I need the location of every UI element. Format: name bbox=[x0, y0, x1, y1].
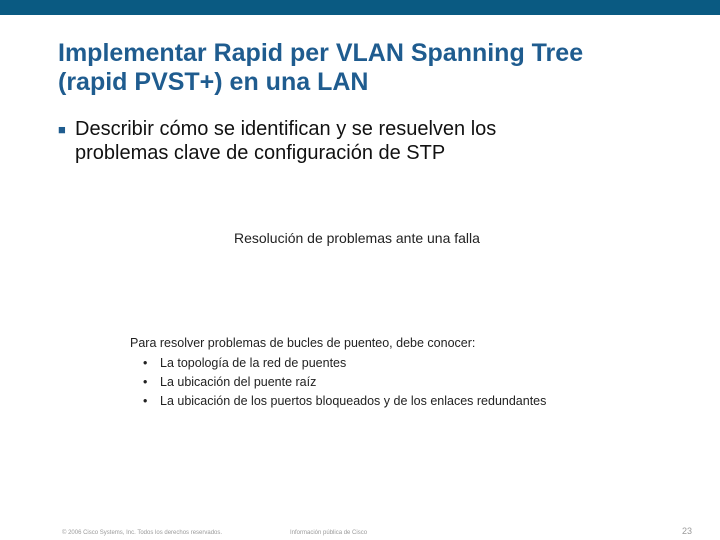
list-item-text: La topología de la red de puentes bbox=[160, 356, 347, 370]
square-bullet-icon: ■ bbox=[58, 122, 66, 137]
main-bullet-line-1: Describir cómo se identifican y se resuelven los bbox=[75, 118, 497, 140]
figure-list bbox=[130, 354, 546, 411]
list-item bbox=[130, 373, 546, 392]
main-bullet-text bbox=[75, 117, 678, 165]
main-bullet bbox=[58, 117, 678, 165]
top-banner-bar bbox=[0, 0, 720, 15]
list-item bbox=[130, 392, 546, 411]
slide-title-line-2: (rapid PVST+) en una LAN bbox=[58, 68, 369, 96]
figure-title: Resolución de problemas ante una falla bbox=[234, 230, 480, 246]
slide-title-line-1: Implementar Rapid per VLAN Spanning Tree bbox=[58, 39, 584, 67]
footer-copyright: © 2006 Cisco Systems, Inc. Todos los derechos reservados. bbox=[62, 530, 223, 536]
list-item-text: La ubicación del puente raíz bbox=[160, 375, 317, 389]
slide-title bbox=[58, 39, 583, 97]
page-number: 23 bbox=[682, 526, 693, 536]
list-item-text: La ubicación de los puertos bloqueados y de los enlaces redundantes bbox=[160, 394, 547, 408]
main-bullet-line-2: problemas clave de configuración de STP bbox=[75, 142, 446, 164]
bullet-dot-icon: • bbox=[143, 394, 148, 408]
bullet-dot-icon: • bbox=[143, 356, 148, 370]
figure-body bbox=[130, 335, 546, 411]
list-item bbox=[130, 354, 546, 373]
footer-classification: Información pública de Cisco bbox=[290, 530, 368, 536]
figure-intro-text: Para resolver problemas de bucles de puenteo, debe conocer: bbox=[130, 336, 476, 350]
bullet-dot-icon: • bbox=[143, 375, 148, 389]
